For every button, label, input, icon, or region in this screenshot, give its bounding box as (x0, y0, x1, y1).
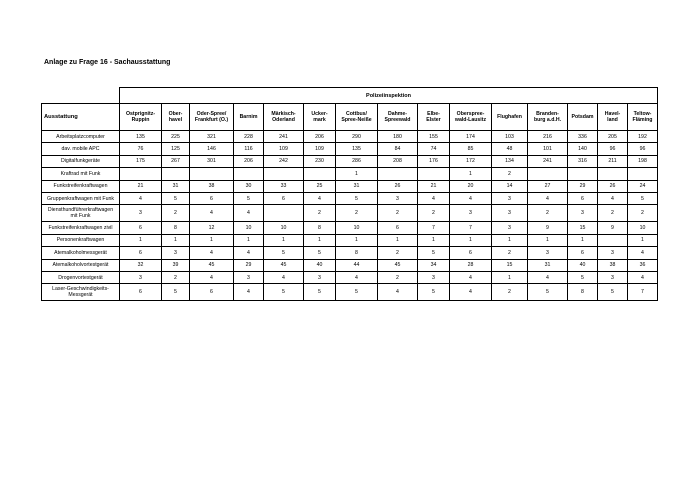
table-cell: 211 (598, 155, 628, 167)
table-cell (628, 168, 658, 180)
column-header-line: Potsdam (571, 114, 594, 120)
column-header (190, 104, 234, 131)
column-header (336, 104, 378, 131)
column-header (234, 104, 264, 131)
column-header-line: wald-Lausitz (454, 117, 487, 123)
column-header-line: Elster (426, 117, 441, 123)
table-cell: 3 (162, 247, 190, 259)
table-cell: 2 (162, 205, 190, 222)
table-cell: 1 (234, 234, 264, 246)
table-cell: 4 (418, 192, 450, 204)
table-cell: 24 (628, 180, 658, 192)
table-cell: 3 (568, 205, 598, 222)
table-cell: 2 (628, 205, 658, 222)
table-cell: 205 (598, 131, 628, 143)
table-cell: 3 (492, 192, 528, 204)
table-cell: 1 (492, 234, 528, 246)
table-cell: 45 (378, 259, 418, 271)
column-header (568, 104, 598, 131)
table-cell: 4 (234, 247, 264, 259)
table-cell: 3 (120, 271, 162, 283)
table-cell: 155 (418, 131, 450, 143)
table-cell: 5 (418, 247, 450, 259)
table-cell: 4 (264, 271, 304, 283)
column-header-line: Ostprignitz- (125, 111, 156, 117)
column-header (162, 104, 190, 131)
table-cell: 4 (598, 192, 628, 204)
row-label-line: Atemalkoholmessgerät (54, 249, 107, 256)
table-cell: 45 (264, 259, 304, 271)
table-cell (234, 168, 264, 180)
row-label-line: Digitalfunkgeräte (61, 158, 100, 165)
table-cell: 74 (418, 143, 450, 155)
row-label-line: Gruppenkraftwagen mit Funk (47, 195, 114, 202)
table-cell: 6 (568, 247, 598, 259)
table-cell: 301 (190, 155, 234, 167)
table-cell: 6 (450, 247, 492, 259)
table-cell: 6 (264, 192, 304, 204)
row-label-line: Diensthundführerkraftwagen (47, 207, 114, 214)
table-cell: 27 (528, 180, 568, 192)
table-cell: 3 (378, 192, 418, 204)
table-cell: 5 (418, 284, 450, 301)
table-row (42, 180, 658, 192)
table-cell: 103 (492, 131, 528, 143)
table-cell (120, 168, 162, 180)
table-cell: 3 (492, 205, 528, 222)
column-header-line: burg a.d.H. (533, 117, 562, 123)
equipment-table (41, 87, 658, 301)
table-cell: 2 (492, 168, 528, 180)
table-cell: 1 (628, 234, 658, 246)
table-cell: 5 (568, 271, 598, 283)
column-header-line: Ruppin (131, 117, 150, 123)
table-cell: 1 (162, 234, 190, 246)
table-cell: 2 (378, 247, 418, 259)
row-label (42, 131, 120, 143)
table-cell: 21 (418, 180, 450, 192)
row-label (42, 284, 120, 301)
table-cell: 4 (190, 205, 234, 222)
row-label-line: Messgerät (68, 292, 93, 299)
table-cell: 125 (162, 143, 190, 155)
table-row (42, 259, 658, 271)
table-cell: 241 (264, 131, 304, 143)
table-cell: 39 (162, 259, 190, 271)
page-title: Anlage zu Frage 16 - Sachausstattung (44, 59, 171, 66)
column-header-row (42, 104, 658, 131)
table-cell: 6 (190, 284, 234, 301)
column-header-line: Frankfurt (O.) (194, 117, 229, 123)
table-cell: 109 (264, 143, 304, 155)
table-cell: 6 (568, 192, 598, 204)
row-label (42, 271, 120, 283)
table-cell: 5 (598, 284, 628, 301)
row-label-line: Atemalkoholvortestgerät (52, 262, 109, 269)
row-label (42, 155, 120, 167)
table-cell: 4 (450, 192, 492, 204)
column-header-line: Teltow- (633, 111, 652, 117)
table-cell: 4 (190, 247, 234, 259)
table-cell: 1 (450, 234, 492, 246)
table-cell: 5 (264, 247, 304, 259)
table-cell: 5 (336, 284, 378, 301)
column-header-line: Oberspree- (456, 111, 485, 117)
table-cell (190, 168, 234, 180)
column-header-line: Märkisch- (271, 111, 296, 117)
table-cell: 135 (120, 131, 162, 143)
table-cell: 10 (336, 222, 378, 234)
table-body (42, 131, 658, 301)
table-cell: 286 (336, 155, 378, 167)
table-cell: 180 (378, 131, 418, 143)
table-cell: 1 (190, 234, 234, 246)
column-header (264, 104, 304, 131)
table-cell: 2 (598, 205, 628, 222)
table-cell: 34 (418, 259, 450, 271)
table-cell: 206 (304, 131, 336, 143)
table-cell: 2 (378, 271, 418, 283)
table-cell: 2 (492, 284, 528, 301)
table-cell: 2 (336, 205, 378, 222)
column-header-line: Ucker- (311, 111, 328, 117)
table-cell: 336 (568, 131, 598, 143)
table-cell: 5 (628, 192, 658, 204)
table-cell: 15 (492, 259, 528, 271)
table-row (42, 143, 658, 155)
table-cell: 4 (450, 271, 492, 283)
table-cell: 76 (120, 143, 162, 155)
table-cell: 175 (120, 155, 162, 167)
table-cell: 25 (304, 180, 336, 192)
table-cell (418, 168, 450, 180)
table-cell: 4 (528, 271, 568, 283)
table-cell: 3 (450, 205, 492, 222)
table-cell: 31 (336, 180, 378, 192)
column-header (378, 104, 418, 131)
table-cell: 5 (304, 284, 336, 301)
table-cell: 26 (598, 180, 628, 192)
table-cell (598, 168, 628, 180)
table-cell: 208 (378, 155, 418, 167)
table-cell: 3 (418, 271, 450, 283)
table-cell: 20 (450, 180, 492, 192)
row-label (42, 234, 120, 246)
table-cell: 5 (162, 284, 190, 301)
table-cell: 26 (378, 180, 418, 192)
table-row (42, 205, 658, 222)
column-header-line: Oderland (272, 117, 295, 123)
table-cell: 4 (378, 284, 418, 301)
table-cell: 10 (264, 222, 304, 234)
row-label (42, 259, 120, 271)
table-row (42, 284, 658, 301)
table-cell: 5 (336, 192, 378, 204)
table-cell: 206 (234, 155, 264, 167)
table-cell: 230 (304, 155, 336, 167)
table-cell: 6 (120, 284, 162, 301)
table-cell: 1 (568, 234, 598, 246)
table-cell (568, 168, 598, 180)
table-cell: 109 (304, 143, 336, 155)
column-header-line: mark (313, 117, 326, 123)
table-cell: 40 (568, 259, 598, 271)
table-cell: 31 (162, 180, 190, 192)
table-cell: 44 (336, 259, 378, 271)
table-cell: 216 (528, 131, 568, 143)
column-header (628, 104, 658, 131)
table-cell: 267 (162, 155, 190, 167)
table-cell: 140 (568, 143, 598, 155)
column-header (418, 104, 450, 131)
table-cell: 1 (378, 234, 418, 246)
table-cell: 321 (190, 131, 234, 143)
table-row (42, 168, 658, 180)
column-header-line: land (607, 117, 618, 123)
row-label-line: dav. mobile APC (61, 146, 100, 153)
table-cell: 38 (598, 259, 628, 271)
table-cell: 225 (162, 131, 190, 143)
table-cell: 228 (234, 131, 264, 143)
table-cell: 9 (528, 222, 568, 234)
table-cell: 9 (598, 222, 628, 234)
table-cell: 10 (234, 222, 264, 234)
column-header-line: Flughafen (497, 114, 522, 120)
table-cell: 38 (190, 180, 234, 192)
table-cell: 172 (450, 155, 492, 167)
group-header-polizeiinspektion: Polizeiinspektion (120, 88, 658, 104)
table-row (42, 271, 658, 283)
table-cell: 1 (418, 234, 450, 246)
row-label (42, 222, 120, 234)
table-cell: 3 (598, 271, 628, 283)
table-cell: 7 (628, 284, 658, 301)
corner-header-ausstattung: Ausstattung (42, 104, 120, 131)
row-label (42, 192, 120, 204)
table-cell: 5 (234, 192, 264, 204)
column-header-line: Dahme- (387, 111, 408, 117)
table-cell: 8 (568, 284, 598, 301)
column-header (450, 104, 492, 131)
row-label-line: Personenkraftwagen (56, 237, 105, 244)
column-header-line: havel (168, 117, 183, 123)
table-cell: 198 (628, 155, 658, 167)
table-cell: 4 (234, 284, 264, 301)
table-cell: 4 (120, 192, 162, 204)
column-header (120, 104, 162, 131)
table-cell: 6 (378, 222, 418, 234)
row-label-line: Funkstreifenkraftwagen zivil (48, 225, 113, 232)
table-cell: 101 (528, 143, 568, 155)
table-cell: 242 (264, 155, 304, 167)
table-cell: 1 (120, 234, 162, 246)
column-header-line: Barnim (239, 114, 258, 120)
table-cell (378, 168, 418, 180)
table-cell: 31 (528, 259, 568, 271)
table-cell: 30 (234, 180, 264, 192)
column-header-line: Spreewald (384, 117, 411, 123)
table-cell: 8 (336, 247, 378, 259)
table-cell: 2 (378, 205, 418, 222)
table-cell: 3 (234, 271, 264, 283)
table-cell: 29 (568, 180, 598, 192)
column-header-line: Branden- (536, 111, 559, 117)
table-row (42, 234, 658, 246)
table-cell: 2 (162, 271, 190, 283)
column-header (304, 104, 336, 131)
column-header-line: Ober- (168, 111, 183, 117)
column-header-line: Fläming (632, 117, 653, 123)
table-cell: 45 (190, 259, 234, 271)
table-cell: 6 (120, 247, 162, 259)
table-cell: 1 (304, 234, 336, 246)
table-row (42, 131, 658, 143)
table-cell: 84 (378, 143, 418, 155)
column-header (528, 104, 568, 131)
table-row (42, 192, 658, 204)
row-label-line: Laser-Geschwindigkeits- (52, 286, 109, 293)
table-cell: 5 (528, 284, 568, 301)
table-row (42, 155, 658, 167)
row-label (42, 247, 120, 259)
table-cell: 1 (264, 234, 304, 246)
table-cell: 36 (628, 259, 658, 271)
table-cell: 192 (628, 131, 658, 143)
table-cell: 3 (492, 222, 528, 234)
table-cell: 21 (120, 180, 162, 192)
table-cell: 4 (628, 271, 658, 283)
column-header-line: Havel- (604, 111, 621, 117)
table-cell: 3 (304, 271, 336, 283)
table-cell (528, 168, 568, 180)
table-cell: 33 (264, 180, 304, 192)
table-cell: 8 (162, 222, 190, 234)
table-cell: 48 (492, 143, 528, 155)
table-cell: 14 (492, 180, 528, 192)
column-header-line: Spree-Neiße (341, 117, 372, 123)
table-row (42, 222, 658, 234)
table-cell (304, 168, 336, 180)
table-cell: 3 (598, 247, 628, 259)
row-label-line: Funkstreifenkraftwagen (53, 183, 108, 190)
table-cell: 174 (450, 131, 492, 143)
row-label-line: mit Funk (70, 213, 91, 220)
table-cell: 6 (190, 192, 234, 204)
table-cell: 241 (528, 155, 568, 167)
table-cell (264, 205, 304, 222)
table-cell: 134 (492, 155, 528, 167)
table-cell: 7 (450, 222, 492, 234)
table-cell: 2 (528, 205, 568, 222)
table-cell: 290 (336, 131, 378, 143)
table-cell: 4 (234, 205, 264, 222)
table-cell: 1 (336, 234, 378, 246)
row-label (42, 168, 120, 180)
row-label-line: Drogenvortestgerät (58, 274, 103, 281)
table-cell: 29 (234, 259, 264, 271)
column-header (492, 104, 528, 131)
table-cell: 1 (528, 234, 568, 246)
table-cell: 2 (304, 205, 336, 222)
table-cell: 4 (450, 284, 492, 301)
table-cell: 1 (450, 168, 492, 180)
table-cell: 1 (492, 271, 528, 283)
table-cell: 1 (336, 168, 378, 180)
table-cell: 2 (418, 205, 450, 222)
table-cell: 6 (120, 222, 162, 234)
column-header-line: Oder-Spree/ (196, 111, 227, 117)
table-cell: 4 (528, 192, 568, 204)
table-cell: 28 (450, 259, 492, 271)
table-cell: 4 (336, 271, 378, 283)
table-cell: 176 (418, 155, 450, 167)
table-cell (264, 168, 304, 180)
table-cell: 15 (568, 222, 598, 234)
table-cell: 5 (304, 247, 336, 259)
empty-corner-cell (42, 88, 120, 104)
column-header (598, 104, 628, 131)
table-cell: 40 (304, 259, 336, 271)
table-cell: 116 (234, 143, 264, 155)
table-cell: 85 (450, 143, 492, 155)
table-cell: 4 (304, 192, 336, 204)
table-cell: 12 (190, 222, 234, 234)
table-cell: 10 (628, 222, 658, 234)
table-cell: 8 (304, 222, 336, 234)
table-row (42, 247, 658, 259)
table-cell: 2 (492, 247, 528, 259)
table-cell: 4 (628, 247, 658, 259)
table-cell: 3 (120, 205, 162, 222)
row-label (42, 143, 120, 155)
table-cell: 5 (264, 284, 304, 301)
table-cell: 96 (628, 143, 658, 155)
row-label (42, 180, 120, 192)
table-cell: 4 (190, 271, 234, 283)
column-header-line: Cottbus/ (345, 111, 368, 117)
table-cell: 3 (528, 247, 568, 259)
table-cell: 146 (190, 143, 234, 155)
row-label-line: Kraftrad mit Funk (60, 170, 101, 177)
table-cell: 7 (418, 222, 450, 234)
column-header-line: Elbe- (427, 111, 440, 117)
table-cell (598, 234, 628, 246)
table-cell: 5 (162, 192, 190, 204)
table-cell (162, 168, 190, 180)
row-label (42, 205, 120, 222)
row-label-line: Arbeitsplatzcomputer (56, 133, 105, 140)
table-cell: 316 (568, 155, 598, 167)
table-cell: 32 (120, 259, 162, 271)
table-cell: 135 (336, 143, 378, 155)
table-cell: 96 (598, 143, 628, 155)
